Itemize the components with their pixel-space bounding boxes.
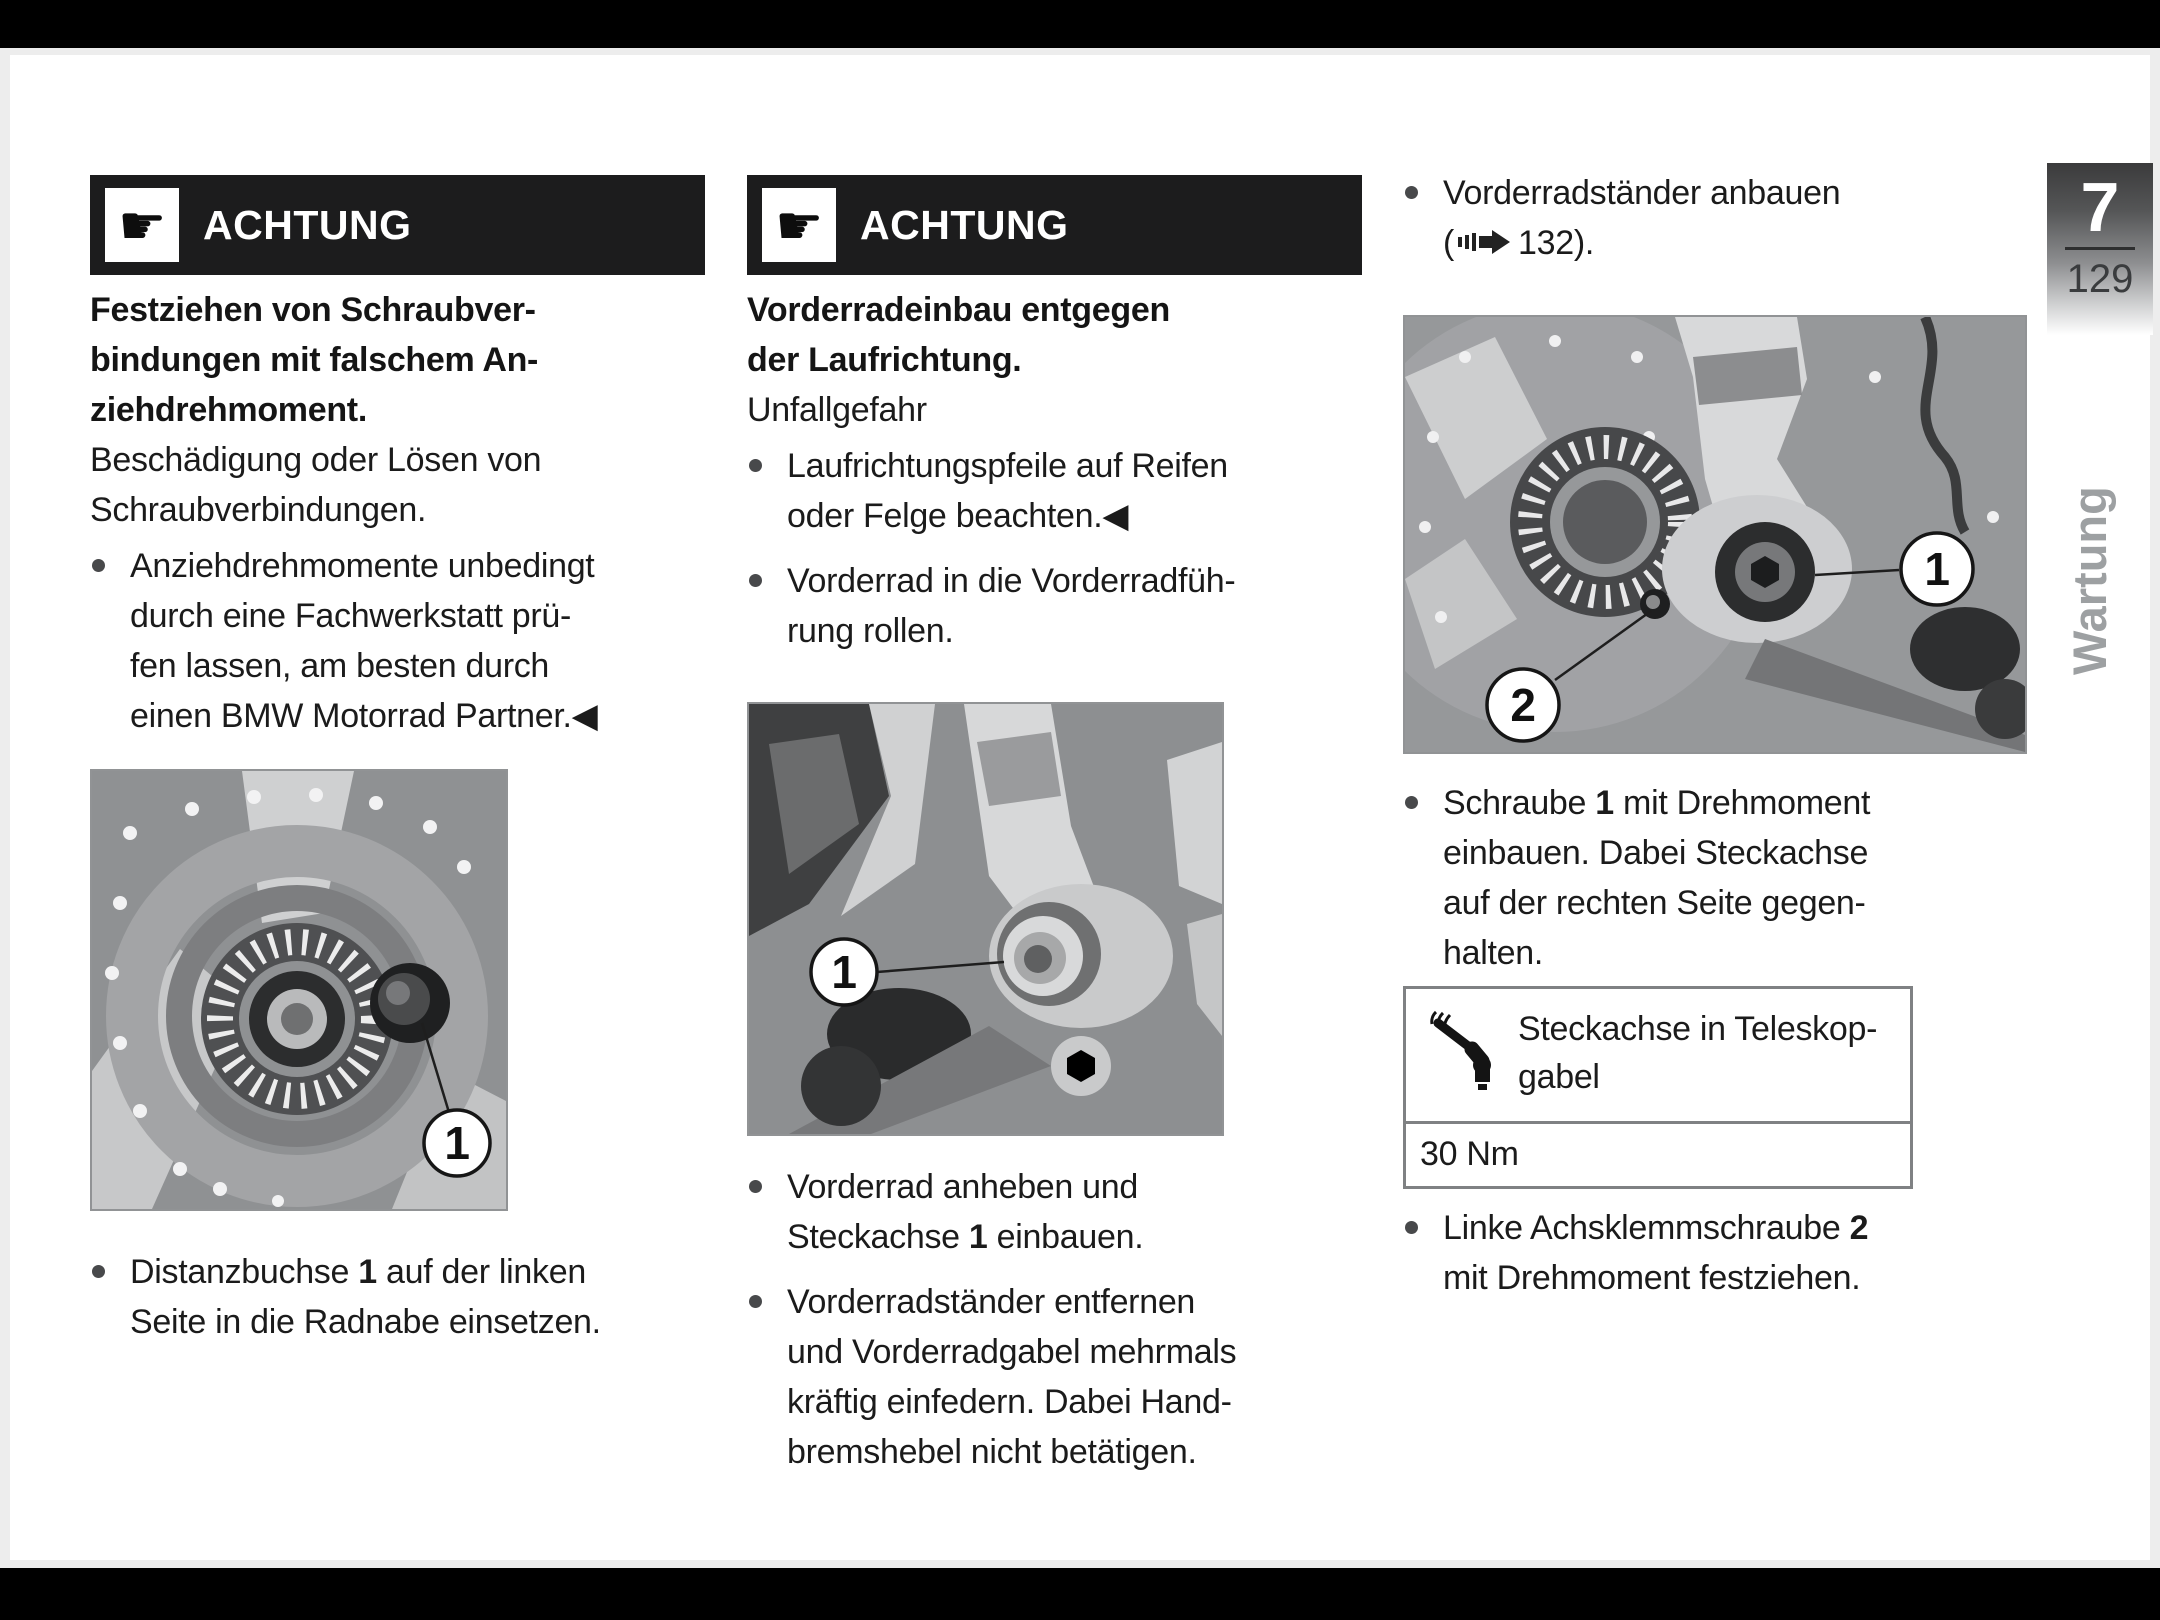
warning-title: ACHTUNG [860, 201, 1069, 248]
warning-consequence: Beschädigung oder Lösen von Schraubverbindungen. [90, 441, 542, 529]
pointing-hand-icon: ☛ [762, 188, 836, 262]
axle-clamp-illustration [1405, 317, 2025, 752]
top-letterbox-bar [0, 0, 2160, 48]
figure-axle-torque [1403, 315, 2027, 754]
bullet-list [1403, 168, 2043, 268]
list-item: Vorderrad anheben und Steckachse 1 einbauen. [747, 1162, 1362, 1262]
bullet-list [90, 1247, 705, 1347]
list-item: Linke Achsklemmschraube 2 mit Drehmoment festziehen. [1403, 1203, 2043, 1303]
page-number: 129 [2066, 257, 2134, 301]
list-item [1403, 168, 2043, 268]
chapter-number: 7 [2080, 168, 2120, 246]
callout-label: 1 [831, 946, 857, 998]
pointing-hand-icon: ☛ [105, 188, 179, 262]
warning-heading: Vorderradeinbau entgegen der Laufrichtung. [747, 291, 1170, 379]
torque-spec-box [1403, 986, 1913, 1189]
callout-label: 1 [444, 1117, 470, 1169]
list-item-text: Vorderradständer anbauen [1443, 174, 1841, 212]
bullet-list [747, 1162, 1362, 1477]
chapter-tab [2047, 163, 2153, 335]
list-item: Vorderradständer entfernen und Vorderradgabel mehrmals kräftig einfedern. Dabei Hand- bremshebel nicht betätigen. [747, 1277, 1362, 1477]
column-right [1403, 168, 2043, 1303]
warning-title: ACHTUNG [203, 201, 412, 248]
warning-consequence: Unfallgefahr [747, 391, 927, 429]
column-middle [747, 175, 1362, 1477]
list-item: Distanzbuchse 1 auf der linken Seite in die Radnabe einsetzen. [90, 1247, 705, 1347]
torque-spec-value: 30 Nm [1420, 1135, 1519, 1173]
bullet-list [747, 441, 1362, 656]
warning-banner [90, 175, 705, 275]
bullet-list [1403, 778, 2043, 978]
section-label-vertical: Wartung [2063, 486, 2116, 675]
list-item: Vorderrad in die Vorderradfüh- rung rollen. [747, 556, 1362, 656]
wheel-hub-illustration [92, 771, 506, 1209]
warning-heading: Festziehen von Schraubver- bindungen mit falschem An- ziehdrehmoment. [90, 291, 539, 429]
callout-label: 1 [1924, 543, 1950, 595]
page-reference: ( 132). [1443, 224, 1595, 262]
torque-wrench-icon [1422, 1007, 1506, 1091]
figure-axle-insertion [747, 702, 1224, 1136]
warning-banner [747, 175, 1362, 275]
list-item: Laufrichtungspfeile auf Reifen oder Felge beachten.◀ [747, 441, 1362, 541]
chapter-tab-divider [2065, 247, 2135, 250]
bullet-list [90, 541, 705, 741]
list-item: Anziehdrehmomente unbedingt durch eine Fachwerkstatt prü- fen lassen, am besten durch einen BMW Motorrad Partner.◀ [90, 541, 705, 741]
torque-spec-header [1406, 989, 1910, 1124]
list-item: Schraube 1 mit Drehmoment einbauen. Dabei Steckachse auf der rechten Seite gegen- halten. [1403, 778, 2043, 978]
manual-page [10, 55, 2150, 1560]
page-ref-arrow-icon [1458, 228, 1510, 256]
bullet-list [1403, 1203, 2043, 1303]
bottom-letterbox-bar [0, 1568, 2160, 1620]
torque-spec-label: Steckachse in Teleskop- gabel [1518, 1010, 1878, 1096]
axle-illustration [749, 704, 1222, 1134]
callout-label: 2 [1510, 679, 1536, 731]
column-left [90, 175, 705, 1347]
figure-wheel-hub-spacer [90, 769, 508, 1211]
